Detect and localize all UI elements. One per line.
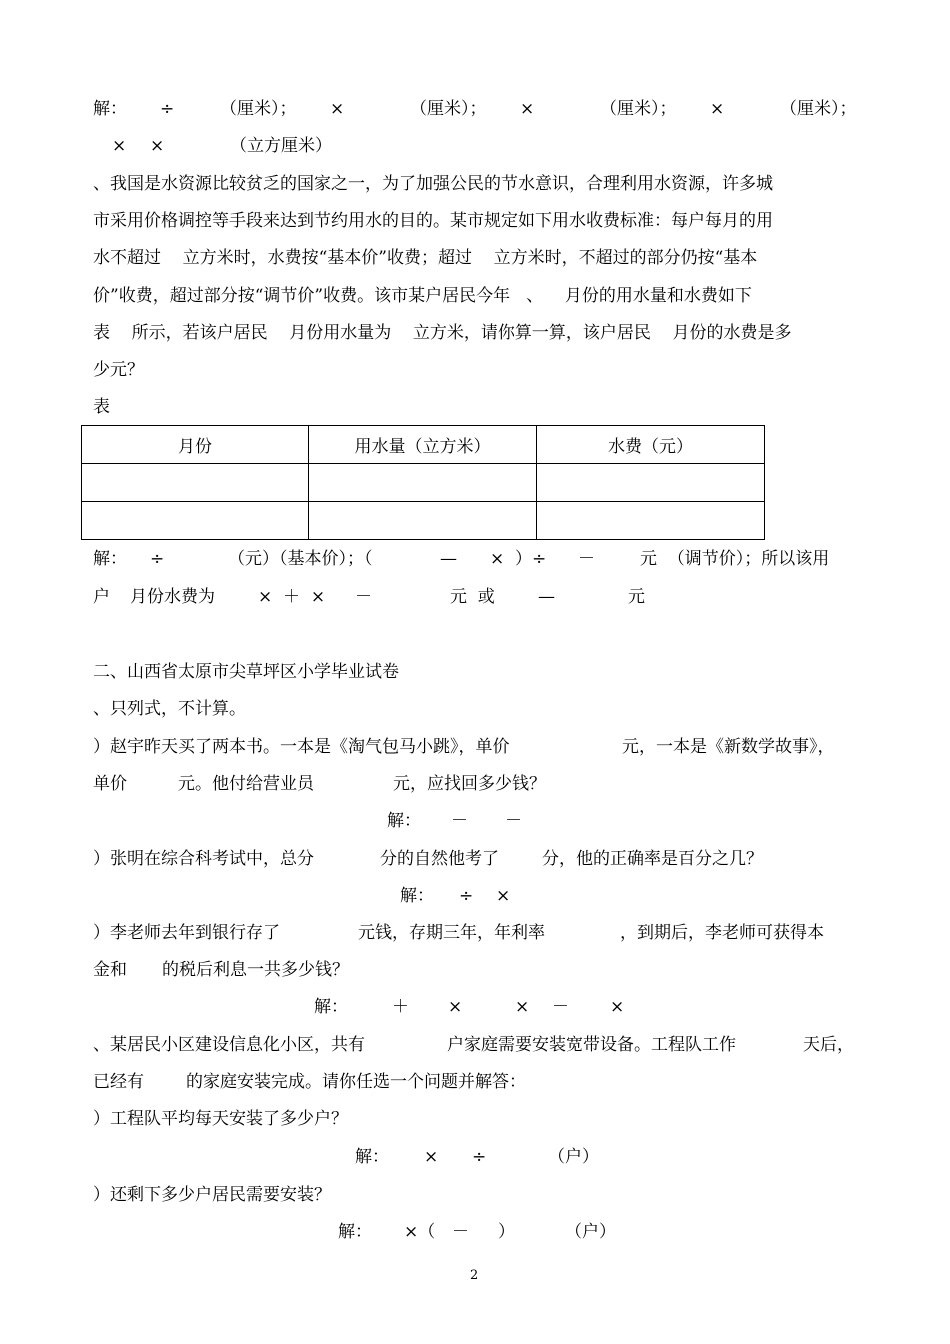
formula-fragment: － xyxy=(505,811,522,831)
formula-fragment: （厘米）； xyxy=(780,99,857,119)
formula-fragment: × ）÷ xyxy=(490,549,547,569)
formula-fragment: 解： xyxy=(355,1147,389,1167)
formula-fragment: 解： xyxy=(93,549,127,569)
formula-fragment: （立方厘米） xyxy=(230,136,332,156)
formula-fragment: × xyxy=(520,99,535,119)
formula-fragment: × xyxy=(710,99,725,119)
header-water-fee: 水费（元） xyxy=(537,426,765,464)
question-text: ）张明在综合科考试中，总分 xyxy=(93,849,314,869)
question-intro: 、只列式，不计算。 xyxy=(93,699,246,719)
formula-fragment: 解： xyxy=(314,997,348,1017)
formula-fragment: × ＋ × xyxy=(258,587,326,607)
question-text: 元，一本是《新数学故事》， xyxy=(622,737,835,757)
table-cell xyxy=(309,464,537,502)
problem-text-line: 、我国是水资源比较贫乏的国家之一，为了加强公民的节水意识，合理利用水资源，许多城 xyxy=(93,174,773,194)
formula-fragment: 解： xyxy=(387,811,421,831)
formula-fragment: （厘米）； xyxy=(410,99,487,119)
table-cell xyxy=(537,464,765,502)
formula-fragment: ÷ xyxy=(459,886,474,906)
formula-fragment: － xyxy=(578,549,595,569)
table-cell xyxy=(82,464,309,502)
formula-fragment: 元 （调节价）；所以该用 xyxy=(640,549,830,569)
formula-fragment: × xyxy=(330,99,345,119)
section-heading: 二、山西省太原市尖草坪区小学毕业试卷 xyxy=(93,662,399,682)
question-text: ，到期后，李老师可获得本 xyxy=(620,923,824,943)
header-month: 月份 xyxy=(82,426,309,464)
formula-fragment: × xyxy=(448,997,463,1017)
question-text: 元，应找回多少钱？ xyxy=(393,774,546,794)
question-text: 的税后利息一共多少钱？ xyxy=(162,960,349,980)
formula-fragment: × xyxy=(424,1147,439,1167)
question-text: 分，他的正确率是百分之几？ xyxy=(542,849,763,869)
formula-fragment: （户） xyxy=(565,1222,616,1242)
question-text: 元钱，存期三年，年利率 xyxy=(358,923,545,943)
table-header-row xyxy=(82,426,765,464)
formula-fragment: 户 xyxy=(93,587,110,607)
question-text: 已经有 xyxy=(93,1072,144,1092)
header-water-usage: 用水量（立方米） xyxy=(309,426,537,464)
question-text: 元。他付给营业员 xyxy=(178,774,314,794)
question-text: 、某居民小区建设信息化小区，共有 xyxy=(93,1035,365,1055)
table-row xyxy=(82,502,765,540)
question-text: 金和 xyxy=(93,960,127,980)
formula-fragment: ÷ xyxy=(150,549,165,569)
formula-fragment: ×（ xyxy=(404,1222,436,1242)
water-fee-table xyxy=(81,425,765,540)
solution-label: 解： xyxy=(93,99,127,119)
problem-text-line: 少元？ xyxy=(93,360,144,380)
table-caption: 表 xyxy=(93,397,110,417)
formula-fragment: － xyxy=(552,997,569,1017)
formula-fragment: － xyxy=(451,811,468,831)
table-cell xyxy=(537,502,765,540)
formula-fragment: ÷ xyxy=(160,99,175,119)
formula-fragment: 元 或 xyxy=(450,587,495,607)
question-text: ）李老师去年到银行存了 xyxy=(93,923,280,943)
question-text: ）赵宇昨天买了两本书。一本是《淘气包马小跳》，单价 xyxy=(93,737,510,757)
formula-fragment: 元 xyxy=(628,587,645,607)
formula-fragment: （户） xyxy=(548,1147,599,1167)
table-row xyxy=(82,464,765,502)
problem-text-line: 市采用价格调控等手段来达到节约用水的目的。某市规定如下用水收费标准：每户每月的用 xyxy=(93,211,773,231)
table-cell xyxy=(309,502,537,540)
formula-fragment: － xyxy=(452,1222,469,1242)
problem-text-line: 价”收费，超过部分按“调节价”收费。该市某户居民今年 、 月份的用水量和水费如下 xyxy=(93,286,752,306)
page-number: 2 xyxy=(470,1268,479,1283)
formula-fragment: （元）（基本价）；（ xyxy=(228,549,373,569)
question-text: 天后， xyxy=(803,1035,854,1055)
formula-fragment: － xyxy=(355,587,372,607)
problem-text-line: 水不超过 立方米时，水费按“基本价”收费；超过 立方米时，不超过的部分仍按“基本 xyxy=(93,248,758,268)
formula-fragment: （厘米）； xyxy=(220,99,297,119)
formula-fragment: ） xyxy=(498,1222,515,1242)
formula-fragment: ＋ xyxy=(392,997,409,1017)
formula-fragment: 解： xyxy=(338,1222,372,1242)
question-text: ）还剩下多少户居民需要安装？ xyxy=(93,1185,331,1205)
formula-fragment: 月份水费为 xyxy=(130,587,215,607)
table-cell xyxy=(82,502,309,540)
formula-fragment: ÷ xyxy=(472,1147,487,1167)
question-text: ）工程队平均每天安装了多少户？ xyxy=(93,1109,348,1129)
formula-fragment: × xyxy=(515,997,530,1017)
formula-fragment: × xyxy=(112,136,127,156)
formula-fragment: × xyxy=(610,997,625,1017)
question-text: 分的自然他考了 xyxy=(380,849,499,869)
question-text: 户家庭需要安装宽带设备。工程队工作 xyxy=(447,1035,736,1055)
problem-text-line: 表 所示，若该户居民 月份用水量为 立方米，请你算一算，该户居民 月份的水费是多 xyxy=(93,323,792,343)
formula-fragment: （厘米）； xyxy=(600,99,677,119)
formula-fragment: — xyxy=(538,587,555,607)
formula-fragment: × xyxy=(150,136,165,156)
formula-fragment: 解： xyxy=(400,886,434,906)
formula-fragment: × xyxy=(496,886,511,906)
question-text: 的家庭安装完成。请你任选一个问题并解答： xyxy=(186,1072,526,1092)
question-text: 单价 xyxy=(93,774,127,794)
formula-fragment: — xyxy=(440,549,457,569)
